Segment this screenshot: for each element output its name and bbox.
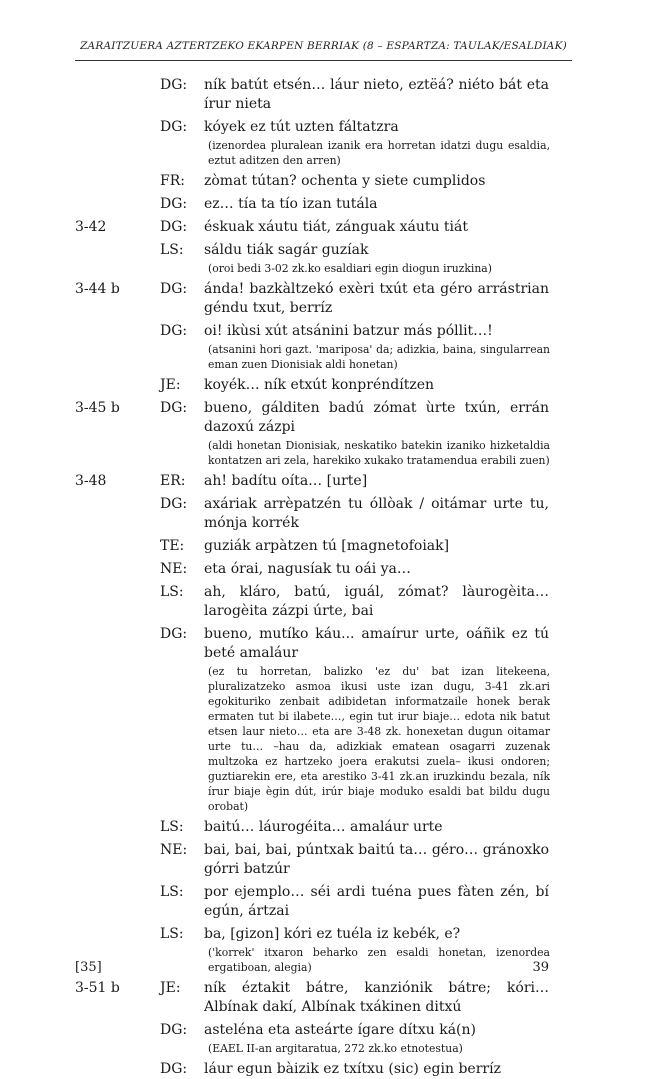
transcript-entry [0,280,645,318]
transcript-entry [0,172,645,191]
example-reference: 3-44 b [75,281,120,297]
transcript-entry [0,1021,645,1056]
speaker-code: DG: [160,219,188,235]
utterance-text: ah! badítu oíta… [urte] [204,473,368,489]
utterance-text: por ejemplo… séi ardi tuéna pues fàten zén, bí egún, ártzai [204,884,549,919]
utterance-text: ník batút etsén… láur nieto, eztëá? niéto bát eta írur nieta [204,77,549,112]
speaker-code: DG: [160,1022,188,1038]
transcript-entry [0,118,645,168]
commentary-note: ('korrek' itxaron beharko zen esaldi honetan, izenordea ergatiboan, alegia) [208,946,550,974]
utterance-text: baitú… láurogéita… amaláur urte [204,819,443,835]
transcript-entry [0,495,645,533]
running-header: ZARAITZUERA AZTERTZEKO EKARPEN BERRIAK (8 – ESPARTZA: TAULAK/ESALDIAK) [80,40,567,52]
speaker-code: LS: [160,242,184,258]
transcript-entry [0,218,645,237]
speaker-code: NE: [160,561,188,577]
commentary-note: (izenordea pluralean izanik era horretan idatzi dugu esaldia, eztut aditzen den arren) [208,139,550,167]
transcript-entry [0,399,645,468]
speaker-code: DG: [160,196,188,212]
transcript-entry [0,1060,645,1079]
header-rule [75,60,572,61]
commentary-note: (aldi honetan Dionisiak, neskatiko batekin izaniko hizketaldia kontatzen ari zela, harekiko xukako tratamendua erabili zuen) [208,439,550,467]
transcript-entry [0,472,645,491]
speaker-code: FR: [160,173,185,189]
speaker-code: JE: [160,980,181,996]
transcript-entry [0,979,645,1017]
transcript-entry [0,195,645,214]
commentary-note: (atsanini hori gazt. 'mariposa' da; adizkia, baina, singularrean eman zuen Dionisiak aldi honetan) [208,343,550,371]
transcript-entry [0,322,645,372]
transcript-entry [0,241,645,276]
example-reference: 3-42 [75,219,107,235]
utterance-text: ah, kláro, batú, iguál, zómat? làurogèita… larogèita zázpi úrte, bai [204,584,549,619]
speaker-code: DG: [160,1061,188,1077]
transcript-entry [0,625,645,814]
transcript-body [0,76,645,1079]
utterance-text: eta órai, nagusíak tu oái ya… [204,561,411,577]
utterance-text: axáriak arrèpatzén tu óllòak / oitámar urte tu, mónja korrék [204,496,549,531]
utterance-text: asteléna eta asteárte ígare dítxu ká(n) [204,1022,476,1038]
speaker-code: LS: [160,926,184,942]
transcript-entry [0,76,645,114]
speaker-code: DG: [160,281,188,297]
utterance-text: láur egun bàizik ez txítxu (sic) egin berríz [204,1061,501,1077]
utterance-text: ez… tía ta tío izan tutála [204,196,378,212]
speaker-code: ER: [160,473,186,489]
utterance-text: guziák arpàtzen tú [magnetofoiak] [204,538,450,554]
folio-number: [35] [75,960,102,975]
utterance-text: bueno, mutíko káu... amaírur urte, oáñik ez tú beté amaláur [204,626,549,661]
example-reference: 3-48 [75,473,107,489]
transcript-entry [0,841,645,879]
speaker-code: NE: [160,842,188,858]
transcript-entry [0,583,645,621]
transcript-entry [0,376,645,395]
utterance-text: oi! ikùsi xút atsánini batzur más póllit…! [204,323,493,339]
utterance-text: éskuak xáutu tiát, zánguak xáutu tiát [204,219,469,235]
transcript-entry [0,537,645,556]
utterance-text: bueno, gálditen badú zómat ùrte txún, errán dazoxú zázpi [204,400,549,435]
speaker-code: TE: [160,538,185,554]
transcript-entry [0,883,645,921]
commentary-note: (EAEL II-an argitaratua, 272 zk.ko etnotestua) [208,1042,463,1055]
speaker-code: LS: [160,884,184,900]
utterance-text: zòmat tútan? ochenta y siete cumplidos [204,173,486,189]
transcript-entry [0,560,645,579]
speaker-code: DG: [160,626,188,642]
speaker-code: DG: [160,400,188,416]
utterance-text: koyék… ník etxút konpréndítzen [204,377,434,393]
example-reference: 3-45 b [75,400,120,416]
speaker-code: DG: [160,119,188,135]
transcript-entry [0,818,645,837]
example-reference: 3-51 b [75,980,120,996]
speaker-code: LS: [160,819,184,835]
utterance-text: sáldu tiák sagár guzíak [204,242,369,258]
commentary-note: (oroi bedi 3-02 zk.ko esaldiari egin diogun iruzkina) [208,262,492,275]
utterance-text: bai, bai, bai, púntxak baitú ta… géro… gránoxko górri batzúr [204,842,549,877]
speaker-code: DG: [160,323,188,339]
speaker-code: LS: [160,584,184,600]
utterance-text: kóyek ez tút uzten fáltatzra [204,119,399,135]
utterance-text: ba, [gizon] kóri ez tuéla iz kebék, e? [204,926,461,942]
speaker-code: DG: [160,77,188,93]
utterance-text: ník éztakit bátre, kanziónik bátre; kóri… Albínak dakí, Albínak txákinen ditxú [204,980,549,1015]
speaker-code: JE: [160,377,181,393]
commentary-note: (ez tu horretan, balizko 'ez du' bat izan litekeena, pluralizatzeko asmoa ikusi uste izan dugu, 3-41 zk.ari egokituriko zenbait adibidetan informatzaile honek berak ermaten tut bi ilabete…, egin tut irur biaje… edota nik batut etsen laur nieto… eta are 3-48 zk. honexetan dugun oitamar urte tu… –hau da, adizkiak ematean osagarri zuzenak multzoka ez hartzeko joera erakutsi zuela– ikusi ondoren; guztiarekin ere, eta arestiko 3-41 zk.an iruzkindu bezala, ník írur biaje ègin dút, irúr biaje moduko esaldi bat bildu dugu orobat) [208,665,550,813]
speaker-code: DG: [160,496,188,512]
page-number: 39 [532,960,549,975]
utterance-text: ánda! bazkàltzekó exèri txút eta géro arrástrian géndu txut, berríz [204,281,549,316]
